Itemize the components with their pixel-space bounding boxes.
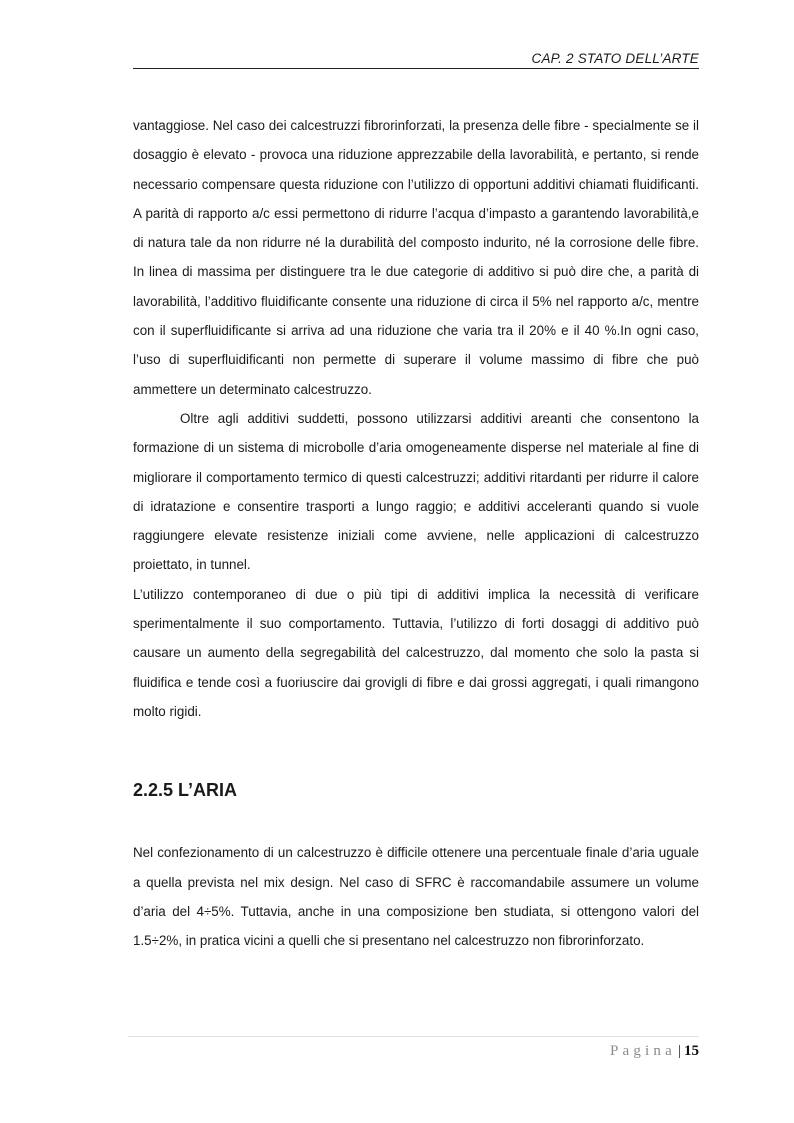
- running-header: [133, 50, 699, 69]
- page-number: 15: [684, 1043, 699, 1059]
- chapter-title: CAP. 2 STATO DELL’ARTE: [531, 51, 699, 66]
- body-paragraph-1: vantaggiose. Nel caso dei calcestruzzi fibrorinforzati, la presenza delle fibre - specialmente se il dosaggio è elevato - provoca una riduzione apprezzabile della lavorabilità, e pertanto, si rende necessario compensare questa riduzione con l’utilizzo di opportuni additivi chiamati fluidificanti. A parità di rapporto a/c essi permettono di ridurre l’acqua d’impasto a garantendo lavorabilità,e di natura tale da non ridurre né la durabilità del composto indurito, né la corrosione delle fibre. In linea di massima per distinguere tra le due categorie di additivo si può dire che, a parità di lavorabilità, l’additivo fluidificante consente una riduzione di circa il 5% nel rapporto a/c, mentre con il superfluidificante si arriva ad una riduzione che varia tra il 20% e il 40 %.In ogni caso, l’uso di superfluidificanti non permette di superare il volume massimo di fibre che può ammettere un determinato calcestruzzo.: [133, 118, 699, 397]
- section-heading: 2.2.5 L’ARIA: [133, 780, 238, 801]
- page-label: Pagina: [609, 1043, 676, 1059]
- page-body: [133, 111, 699, 955]
- page-separator: |: [677, 1043, 681, 1059]
- body-paragraph-3: L’utilizzo contemporaneo di due o più tipi di additivi implica la necessità di verificare sperimentalmente il suo comportamento. Tuttavia, l’utilizzo di forti dosaggi di additivo può causare un aumento della segregabilità del calcestruzzo, dal momento che solo la pasta si fluidifica e tende così a fuoriuscire dai grovigli di fibre e dai grossi aggregati, i quali rimangono molto rigidi.: [133, 586, 699, 719]
- page-footer: [128, 1036, 699, 1065]
- body-paragraph-2: Oltre agli additivi suddetti, possono utilizzarsi additivi areanti che consentono la formazione di un sistema di microbolle d’aria omogeneamente disperse nel materiale al fine di migliorare il comportamento termico di questi calcestruzzi; additivi ritardanti per ridurre il calore di idratazione e consentire trasporti a lungo raggio; e additivi acceleranti quando si vuole raggiungere elevate resistenze iniziali come avviene, nelle applicazioni di calcestruzzo proiettato, in tunnel.: [133, 410, 699, 573]
- page-indicator: [610, 1042, 699, 1060]
- section-paragraph: Nel confezionamento di un calcestruzzo è difficile ottenere una percentuale finale d’aria uguale a quella prevista nel mix design. Nel caso di SFRC è raccomandabile assumere un volume d’aria del 4÷5%. Tuttavia, anche in una composizione ben studiata, si ottengono valori del 1.5÷2%, in pratica vicini a quelli che si presentano nel calcestruzzo non fibrorinforzato.: [133, 845, 699, 949]
